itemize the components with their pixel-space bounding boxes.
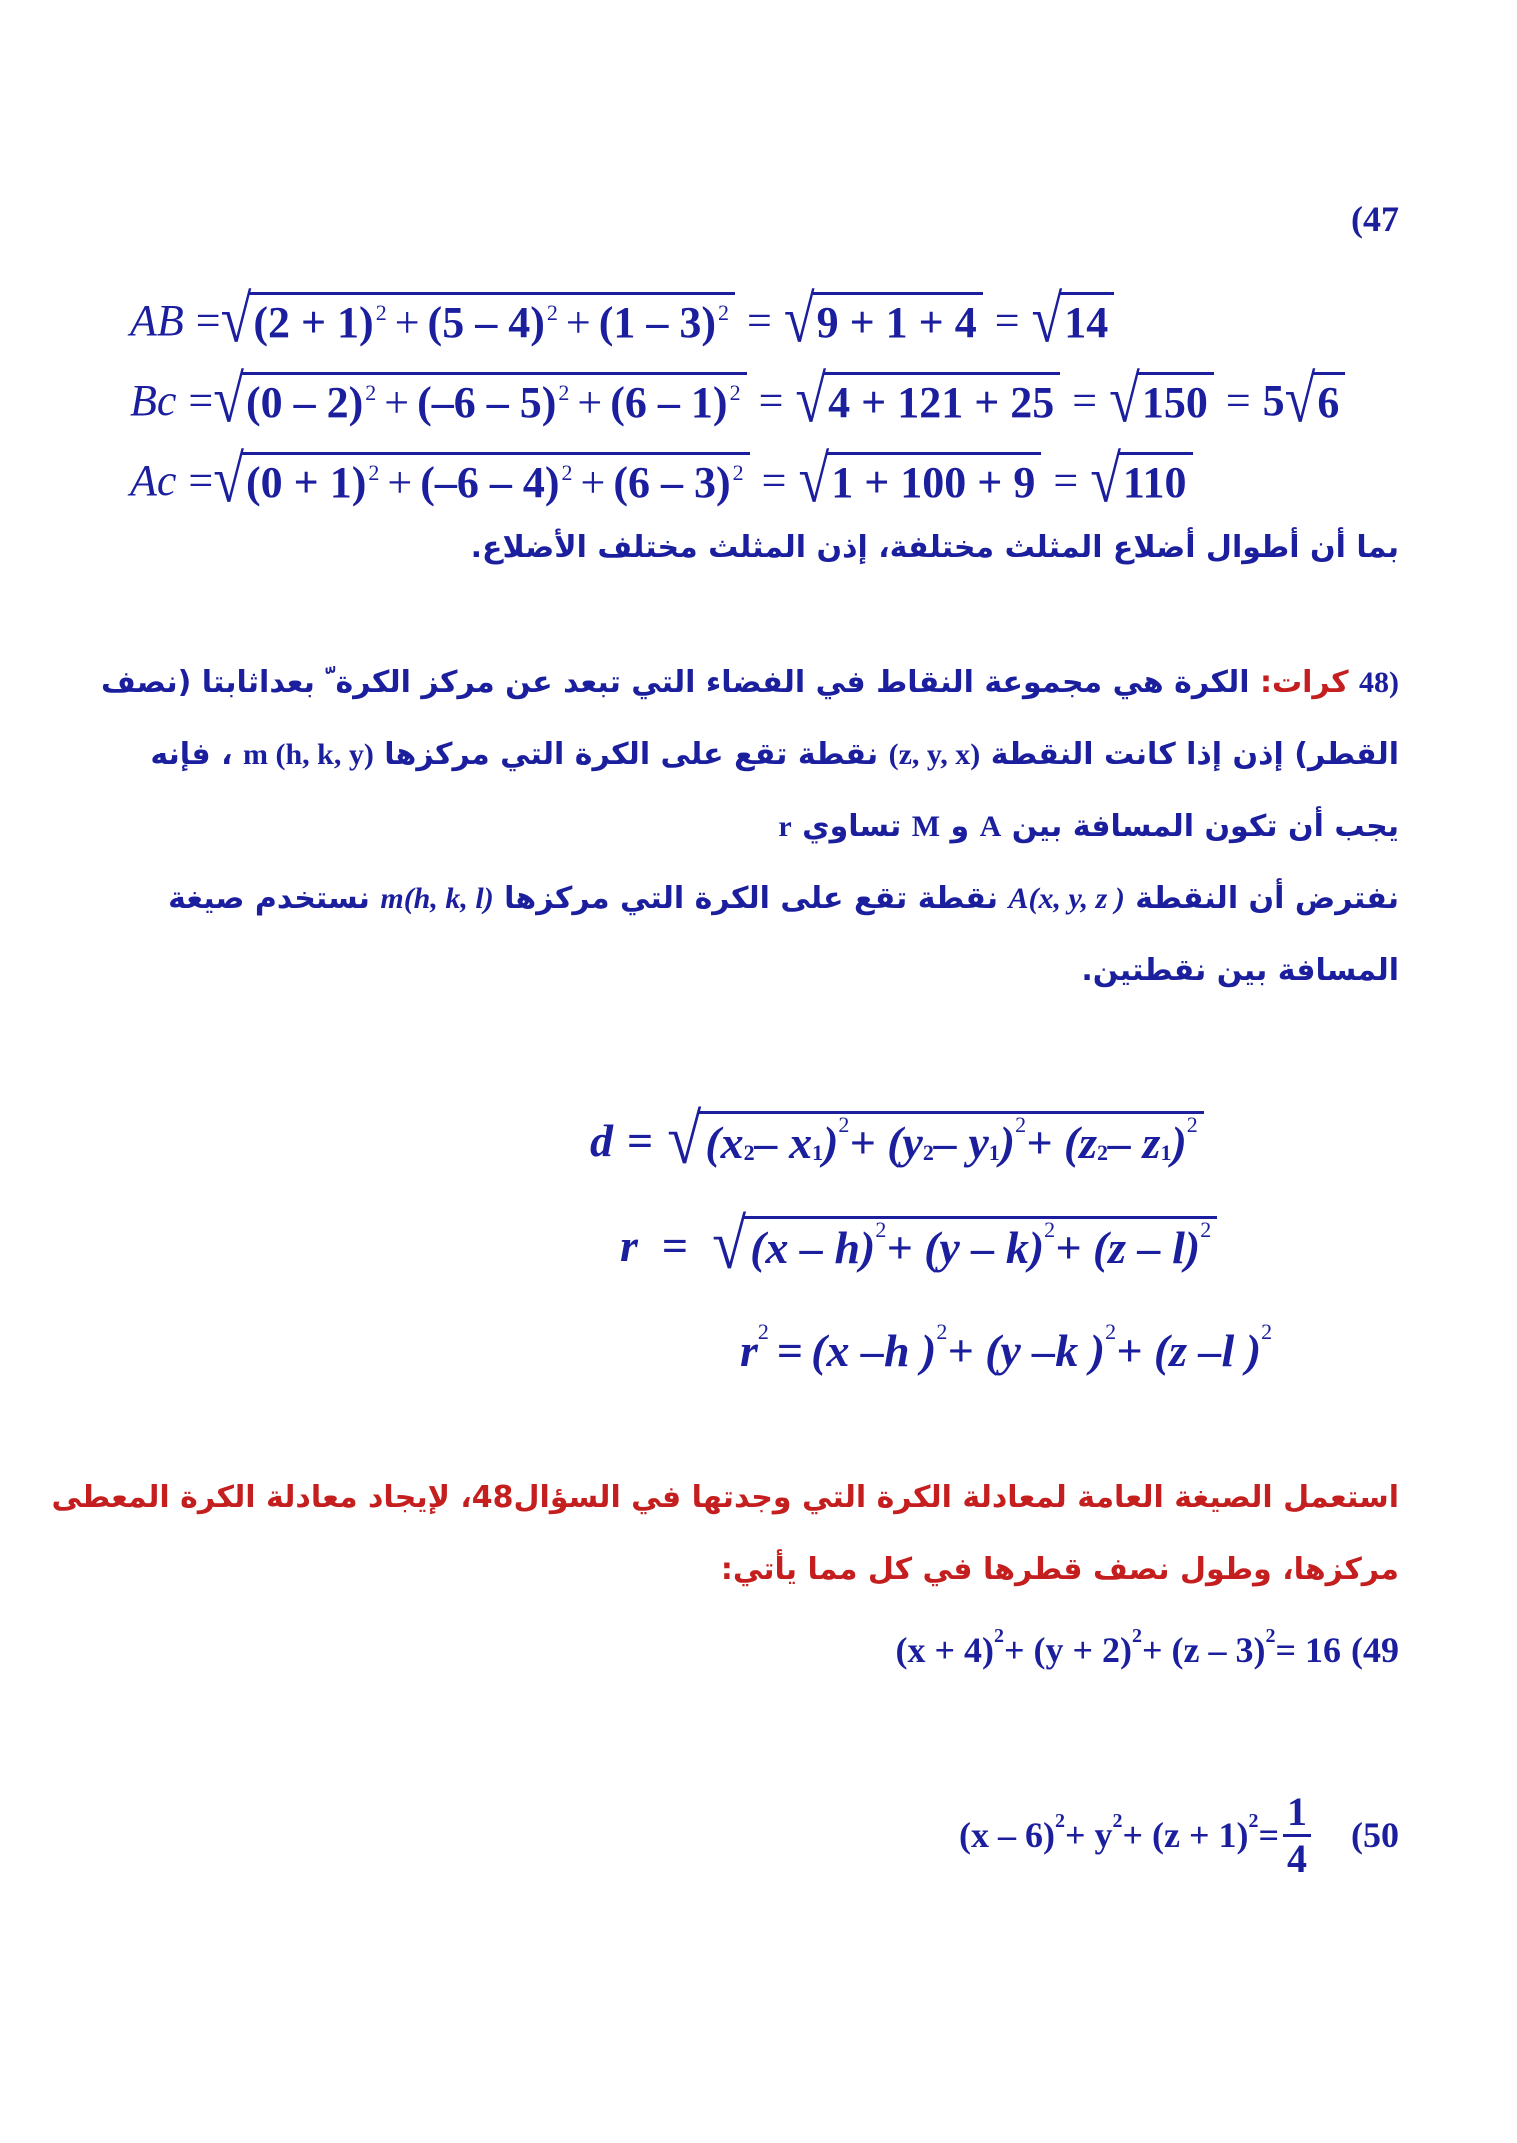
equals-sign: =: [627, 1114, 654, 1166]
point-m-label: M: [911, 810, 941, 843]
fraction-denominator: 4: [1287, 1835, 1307, 1881]
radicand: [242, 452, 750, 508]
subscript: 1: [812, 1139, 824, 1165]
radical-sign: √: [712, 1205, 747, 1284]
point-label: (z, y, x): [888, 738, 981, 771]
q48-text: و: [950, 809, 970, 844]
q48-line-1: [101, 665, 1399, 700]
formula-lhs: r: [740, 1324, 758, 1376]
term: (0 + 1): [245, 458, 367, 507]
row-lhs: Ac: [130, 455, 177, 505]
radical: [783, 282, 983, 358]
term: ): [1171, 1117, 1187, 1168]
row-lhs: AB: [130, 295, 184, 345]
point-label: A(x, y, z ): [1008, 882, 1125, 915]
subscript: 1: [988, 1139, 1000, 1165]
exponent: 2: [994, 1624, 1004, 1647]
distance-row-ab: [130, 282, 1114, 358]
term: =: [1258, 1815, 1279, 1855]
term: – y: [933, 1117, 989, 1168]
term: (1 – 3): [598, 298, 716, 347]
radical: [1284, 362, 1346, 438]
exponent: 2: [1265, 1624, 1276, 1647]
exponent: 2: [1261, 1319, 1273, 1344]
exponent: 2: [368, 459, 380, 485]
question-number-49: (49: [1351, 1630, 1399, 1670]
radical: [213, 362, 746, 438]
exponent: 2: [936, 1319, 948, 1344]
term: (2 + 1): [253, 298, 374, 347]
radicand: 150: [1138, 372, 1214, 428]
center-label: m (h, k, y): [243, 738, 374, 771]
exponent: 2: [1054, 1809, 1065, 1832]
exponent: 2: [558, 379, 570, 405]
equals-sign: =: [747, 295, 772, 345]
radicand: 4 + 121 + 25: [824, 372, 1060, 428]
exponent: 2: [1112, 1809, 1123, 1832]
exponent: 2: [757, 1319, 769, 1344]
term: + (z – 3): [1142, 1630, 1266, 1670]
q47-conclusion: بما أن أطوال أضلاع المثلث مختلفة، إذن المثلث مختلف الأضلاع.: [470, 530, 1399, 565]
term: ): [999, 1117, 1016, 1168]
radical: [798, 442, 1041, 518]
equals-sign: =: [188, 375, 214, 425]
fraction: [1283, 1790, 1311, 1881]
radical-sign: √: [1109, 362, 1140, 438]
subscript: 2: [1097, 1139, 1109, 1165]
question-number-48: 48): [1359, 666, 1399, 699]
plus-sign: +: [580, 458, 606, 507]
exponent: 2: [1105, 1319, 1117, 1344]
radicand: 9 + 1 + 4: [813, 292, 983, 348]
question-number-47: (47: [1351, 199, 1399, 239]
radical: [1031, 282, 1115, 358]
q48-text: نقطة تقع على الكرة التي مركزها: [384, 737, 879, 772]
radical: [1109, 362, 1214, 438]
q48-text: ، فإنه: [150, 737, 233, 772]
term: + (y –k ): [947, 1324, 1106, 1376]
term: (–6 – 4): [420, 458, 560, 507]
exponent: 2: [546, 299, 558, 325]
exponent: 2: [875, 1216, 887, 1242]
radius-label: r: [778, 810, 792, 843]
distance-formula: [590, 1100, 1204, 1180]
radical: [1090, 442, 1192, 518]
coefficient: 5: [1262, 375, 1285, 425]
exponent: 2: [1186, 1111, 1198, 1137]
q48-text: القطر) إذن إذا كانت النقطة: [990, 737, 1399, 772]
exponent: 2: [838, 1111, 850, 1137]
equals-sign: =: [195, 295, 221, 345]
formula-lhs: d: [590, 1114, 613, 1166]
term: (0 – 2): [245, 378, 364, 427]
exponent: 2: [1200, 1216, 1212, 1242]
term: + (y: [849, 1117, 923, 1168]
term: (x – 6): [959, 1815, 1055, 1855]
equals-sign: =: [1053, 455, 1079, 505]
q48-line-4: [168, 881, 1399, 916]
radicand: [249, 292, 735, 348]
question-number-50: (50: [1351, 1815, 1399, 1855]
radius-formula: [620, 1205, 1217, 1285]
plus-sign: +: [384, 378, 410, 427]
center-label: m(h, k, l): [380, 882, 494, 915]
radicand: [242, 372, 747, 428]
radical-sign: √: [667, 1100, 702, 1179]
term: (x: [705, 1117, 744, 1168]
plus-sign: +: [394, 298, 420, 347]
term: + (y + 2): [1004, 1630, 1133, 1670]
radical: [220, 282, 735, 358]
plus-sign: +: [387, 458, 413, 507]
equals-sign: =: [1072, 375, 1098, 425]
term: + (y – k): [886, 1222, 1045, 1273]
term: + (z –l ): [1116, 1324, 1262, 1376]
q50-equation: [959, 1780, 1399, 1890]
radical-sign: √: [220, 282, 252, 358]
exponent: 2: [375, 299, 387, 325]
radicand: 14: [1060, 292, 1114, 348]
fraction-numerator: 1: [1283, 1790, 1311, 1837]
radical-sign: √: [1284, 362, 1316, 438]
term: – z: [1108, 1117, 1161, 1168]
q48-line-3: [778, 809, 1399, 844]
exponent: 2: [1132, 1624, 1143, 1647]
term: (x –h ): [811, 1324, 937, 1376]
q48-text: نقطة تقع على الكرة التي مركزها: [504, 881, 999, 916]
radical-sign: √: [213, 442, 244, 518]
plus-sign: +: [577, 378, 603, 427]
radical-sign: √: [795, 362, 827, 438]
distance-row-ac: [130, 442, 1193, 518]
radical: [213, 442, 749, 518]
exponent: 2: [365, 379, 377, 405]
term: (6 – 1): [610, 378, 728, 427]
q48-line-5: المسافة بين نقطتين.: [1081, 953, 1399, 988]
term: – x: [754, 1117, 813, 1168]
radical-sign: √: [213, 362, 244, 438]
term: ): [823, 1117, 839, 1168]
q48-label: كرات:: [1260, 665, 1349, 700]
term: (x + 4): [895, 1630, 994, 1670]
term: (6 – 3): [613, 458, 731, 507]
subscript: 1: [1160, 1139, 1172, 1165]
equals-sign: =: [1225, 375, 1251, 425]
subscript: 2: [743, 1139, 755, 1165]
exponent: 2: [729, 379, 741, 405]
radicand: [744, 1216, 1217, 1274]
row-lhs: Bc: [130, 375, 177, 425]
equals-sign: =: [994, 295, 1020, 345]
formula-lhs: r: [620, 1219, 638, 1271]
q48-text: تساوي: [802, 809, 902, 844]
radicand: 6: [1313, 372, 1345, 428]
exercise-instruction-2: مركزها، وطول نصف قطرها في كل مما يأتي:: [720, 1552, 1399, 1587]
exponent: 2: [1248, 1809, 1259, 1832]
radical-sign: √: [1031, 282, 1063, 358]
equals-sign: =: [761, 455, 787, 505]
equals-sign: =: [661, 1219, 689, 1271]
plus-sign: +: [565, 298, 591, 347]
radical: [795, 362, 1060, 438]
term: (–6 – 5): [417, 378, 557, 427]
equals-sign: =: [188, 455, 214, 505]
exponent: 2: [732, 459, 744, 485]
q49-equation: [896, 1615, 1400, 1685]
subscript: 2: [922, 1139, 934, 1165]
q48-text: نفترض أن النقطة: [1135, 881, 1399, 916]
term: + (z: [1026, 1117, 1098, 1168]
equals-sign: =: [758, 375, 784, 425]
equals-sign: =: [776, 1324, 804, 1376]
q48-text: يجب أن تكون المسافة بين: [1011, 809, 1399, 844]
term: + (z – l): [1055, 1222, 1201, 1273]
term: + (z + 1): [1122, 1815, 1249, 1855]
exponent: 2: [718, 299, 729, 325]
point-a-label: A: [979, 810, 1002, 843]
radicand: [699, 1111, 1204, 1169]
radical-sign: √: [783, 282, 815, 358]
q48-text: نستخدم صيغة: [168, 881, 370, 916]
radical-sign: √: [798, 442, 830, 518]
exponent: 2: [1044, 1216, 1056, 1242]
radicand: 110: [1119, 452, 1193, 508]
exponent: 2: [561, 459, 573, 485]
term: = 16: [1275, 1630, 1341, 1670]
term: + y: [1064, 1815, 1113, 1855]
q48-line-2: [150, 737, 1399, 772]
exponent: 2: [1015, 1111, 1027, 1137]
radical-sign: √: [1090, 442, 1121, 518]
term: (x – h): [750, 1222, 876, 1273]
radius-squared-formula: [740, 1310, 1272, 1390]
distance-row-bc: [130, 362, 1345, 438]
radicand: 1 + 100 + 9: [827, 452, 1041, 508]
q48-text: الكرة هي مجموعة النقاط في الفضاء التي تبعد عن مركز الكرة ّ بعداثابتا (نصف: [101, 665, 1250, 700]
exercise-instruction-1: استعمل الصيغة العامة لمعادلة الكرة التي وجدتها في السؤال48، لإيجاد معادلة الكرة المعطى: [51, 1480, 1399, 1515]
term: (5 – 4): [427, 298, 545, 347]
